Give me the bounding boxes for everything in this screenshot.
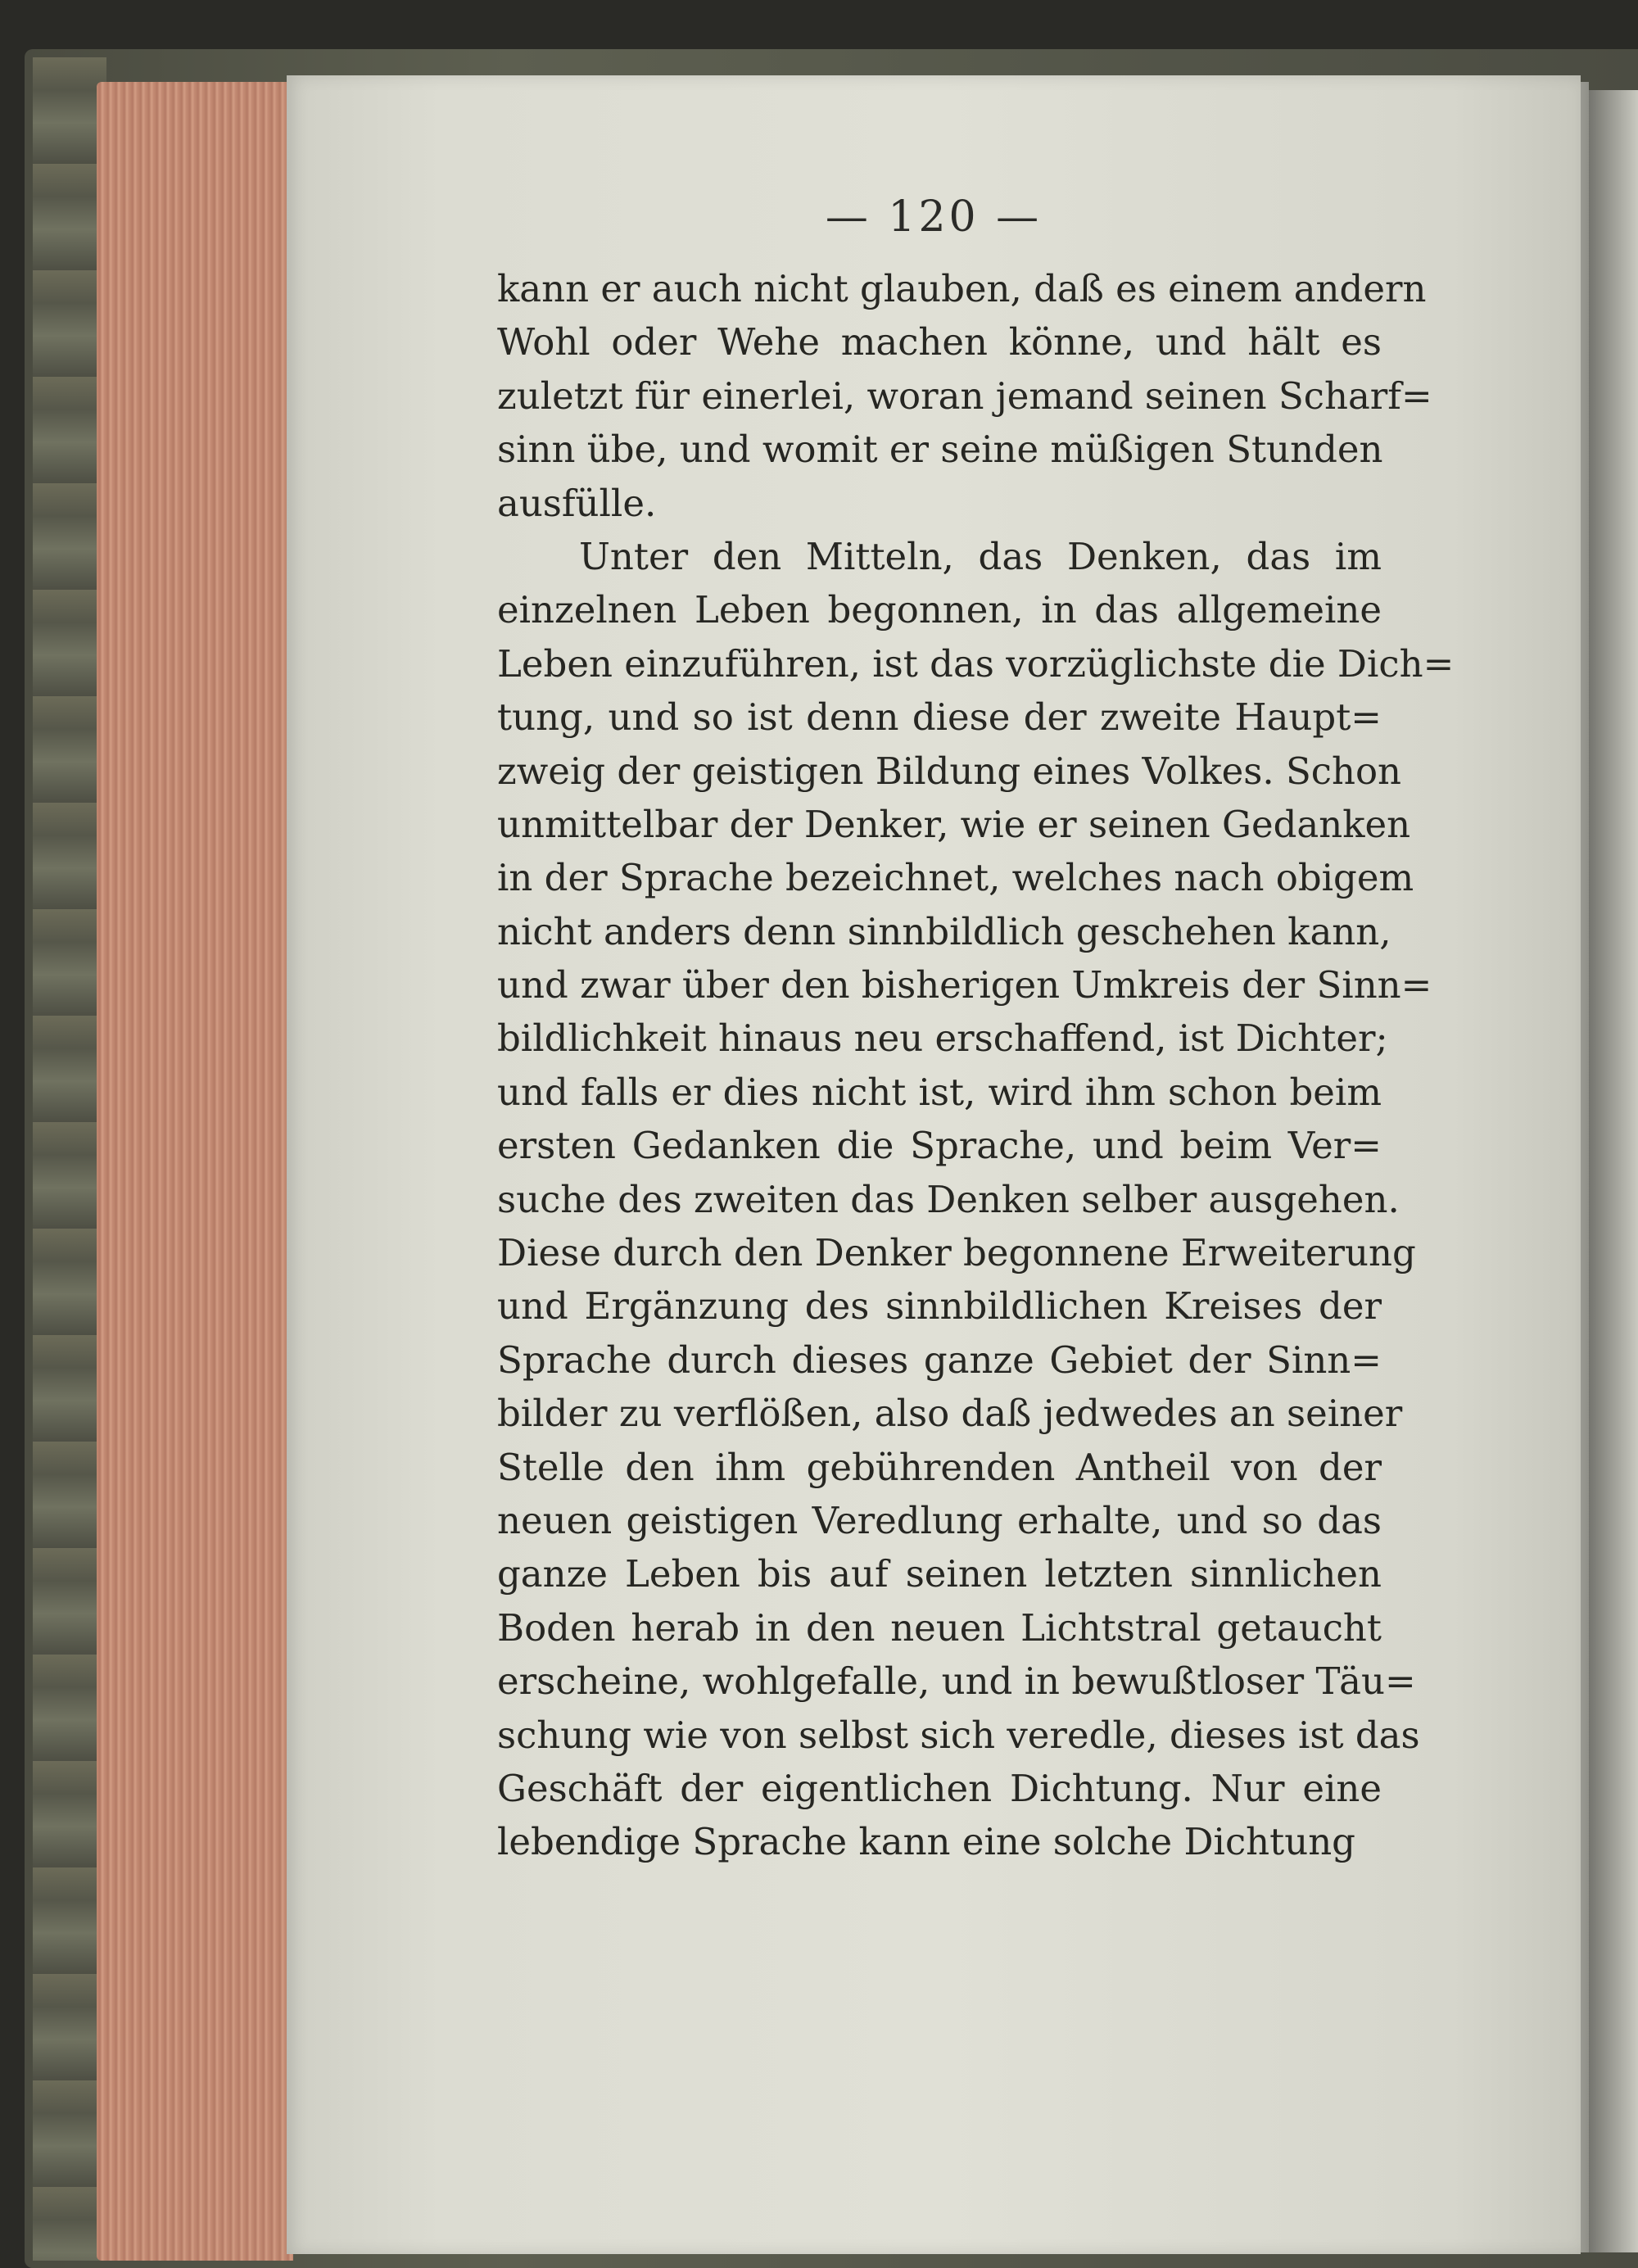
- text-line: sinn übe, und womit er seine müßigen Stunden: [497, 428, 1383, 472]
- text-line: Boden herab in den neuen Lichtstral getaucht: [497, 1605, 1382, 1650]
- text-line: unmittelbar der Denker, wie er seinen Gedanken: [497, 802, 1411, 846]
- page-number: — 120 —: [825, 192, 1043, 242]
- cover-edge: [33, 57, 106, 2261]
- text-line: neuen geistigen Veredlung erhalte, und so das: [497, 1498, 1382, 1542]
- text-line: bildlichkeit hinaus neu erschaffend, ist Dichter;: [497, 1016, 1388, 1061]
- text-line: einzelnen Leben begonnen, in das allgemeine: [497, 588, 1382, 632]
- page-edges: [97, 82, 293, 2261]
- text-line: ganze Leben bis auf seinen letzten sinnlichen: [497, 1552, 1382, 1596]
- text-line: bilder zu verflößen, also daß jedwedes an seiner: [497, 1392, 1403, 1436]
- text-line: in der Sprache bezeichnet, welches nach obigem: [497, 856, 1414, 900]
- text-line: zweig der geistigen Bildung eines Volkes. Schon: [497, 749, 1402, 793]
- text-line: kann er auch nicht glauben, daß es einem andern: [497, 267, 1427, 310]
- text-line: tung, und so ist denn diese der zweite Haupt=: [497, 695, 1382, 740]
- text-line: Stelle den ihm gebührenden Antheil von der: [497, 1445, 1382, 1489]
- book-page: [287, 75, 1581, 2254]
- text-line: erscheine, wohlgefalle, und in bewußtloser Täu=: [497, 1659, 1416, 1704]
- text-line: Diese durch den Denker begonnene Erweiterung: [497, 1231, 1416, 1275]
- text-line: ersten Gedanken die Sprache, und beim Ver=: [497, 1124, 1382, 1168]
- text-line: Geschäft der eigentlichen Dichtung. Nur eine: [497, 1766, 1382, 1810]
- text-line: Leben einzuführen, ist das vorzüglichste die Dich=: [497, 641, 1455, 686]
- text-line: Sprache durch dieses ganze Gebiet der Sinn=: [497, 1338, 1382, 1382]
- text-line: zuletzt für einerlei, woran jemand seinen Scharf=: [497, 373, 1432, 418]
- text-line: schung wie von selbst sich veredle, dieses ist das: [497, 1713, 1420, 1757]
- text-line: nicht anders denn sinnbildlich geschehen kann,: [497, 909, 1391, 953]
- text-line: und zwar über den bisherigen Umkreis der Sinn=: [497, 963, 1432, 1007]
- text-line: und falls er dies nicht ist, wird ihm schon beim: [497, 1070, 1382, 1114]
- text-line: lebendige Sprache kann eine solche Dichtung: [497, 1820, 1355, 1864]
- text-line: suche des zweiten das Denken selber ausgehen.: [497, 1177, 1400, 1221]
- text-line: Unter den Mitteln, das Denken, das im: [579, 534, 1382, 578]
- facing-page-edge: [1589, 90, 1638, 2252]
- text-line: ausfülle.: [497, 481, 657, 525]
- body-text: [497, 262, 1455, 1869]
- text-line: Wohl oder Wehe machen könne, und hält es: [497, 320, 1382, 364]
- text-line: und Ergänzung des sinnbildlichen Kreises der: [497, 1284, 1382, 1329]
